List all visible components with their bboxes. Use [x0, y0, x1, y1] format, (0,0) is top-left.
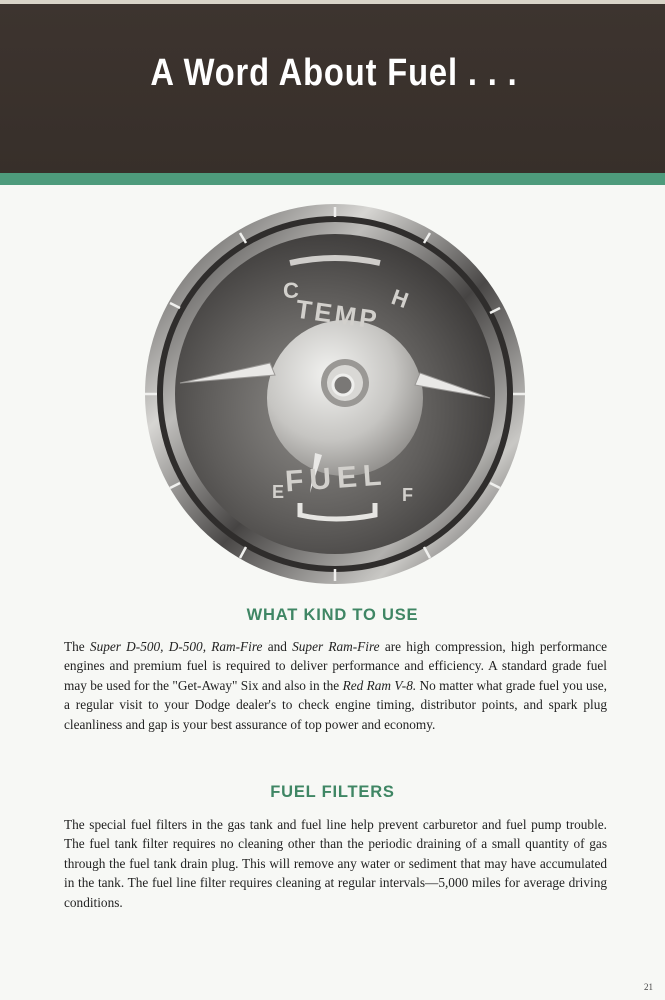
temp-fuel-gauge-icon: [140, 203, 530, 585]
fuel-full-label: F: [402, 485, 413, 505]
page-title: A Word About Fuel . . .: [150, 52, 518, 94]
section-heading-what-kind: WHAT KIND TO USE: [246, 606, 419, 624]
body-text-run: The special fuel filters in the gas tank and fuel line help prevent carburetor and fuel pump trouble. The fuel tank filter requires no cleaning other than the periodic draining of a small quantity of gas through the fuel tank drain plug. This will remove any water or sediment that may have accumulated in the tank. The fuel line filter requires cleaning at regular intervals—5,000 miles for average driving conditions.: [64, 817, 607, 910]
fuel-label: FUEL: [284, 458, 389, 499]
accent-stripe: [0, 173, 665, 185]
fuel-empty-label: E: [272, 482, 285, 502]
section-heading-fuel-filters: FUEL FILTERS: [270, 783, 395, 801]
body-text-run: The: [64, 639, 90, 654]
model-name-text: Super D-500, D-500, Ram-Fire: [89, 639, 263, 654]
body-text-run: No matter what grade fuel you use, a regular visit to your Dodge dealer's to check engine timing, distributor points, and spark plug cleanliness and gap is your best assurance of top power and economy.: [64, 677, 608, 732]
body-text-run: and: [262, 639, 293, 654]
paragraph-what-kind: [64, 637, 607, 734]
gauge-illustration: [140, 203, 530, 585]
temp-hot-label: H: [388, 284, 412, 314]
paragraph-fuel-filters: [64, 815, 607, 912]
temp-cold-label: C: [283, 278, 299, 303]
temp-label: TEMP: [293, 293, 382, 336]
model-name-text: Super Ram-Fire: [292, 639, 380, 654]
body-text-run: are high compression, high performance engines and premium fuel is required to deliver performance and efficiency. A standard grade fuel may be used for the "Get-Away" Six and also in the: [64, 639, 607, 693]
page-number: 21: [644, 982, 653, 992]
model-name-text: Red Ram V-8.: [342, 677, 417, 693]
